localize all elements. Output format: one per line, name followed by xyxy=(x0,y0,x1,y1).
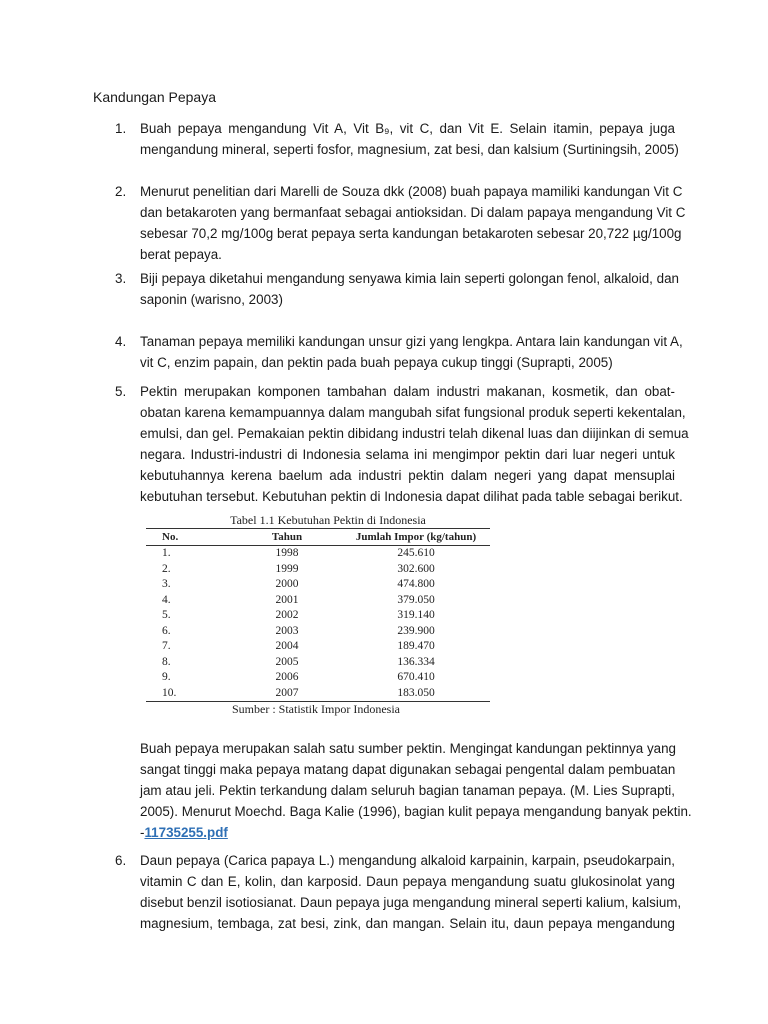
after-table-paragraph xyxy=(140,738,692,843)
cell-tahun: 2000 xyxy=(275,578,299,590)
text-line: 2005). Menurut Moechd. Baga Kalie (1996), bagian kulit pepaya mengandung banyak pektin. xyxy=(140,804,692,819)
cell-jumlah: 245.610 xyxy=(397,547,435,559)
text-line: negara. Industri-industri di Indonesia selama ini mengimpor pektin dari luar negeri untuk xyxy=(140,447,675,462)
pektin-table xyxy=(146,513,490,717)
text-line: sangat tinggi maka pepaya matang dapat digunakan sebagai pengental dalam pembuatan xyxy=(140,762,676,777)
text-line: disebut benzil isotiosianat. Daun pepaya juga mengandung mineral seperti kalium, kalsium, xyxy=(140,895,682,910)
table-row xyxy=(146,562,490,578)
text-line: obatan karena kemampuannya dalam mangubah sifat fungsional produk seperti kekentalan, xyxy=(140,405,686,420)
cell-jumlah: 189.470 xyxy=(397,640,435,652)
pdf-link[interactable]: 11735255.pdf xyxy=(144,825,228,840)
col-header-no: No. xyxy=(146,529,232,546)
col-header-tahun: Tahun xyxy=(232,529,342,546)
table-row xyxy=(146,624,490,640)
text-line: Buah pepaya merupakan salah satu sumber pektin. Mengingat kandungan pektinnya yang xyxy=(140,741,676,756)
text-line: mengandung mineral, seperti fosfor, magnesium, zat besi, dan kalsium (Surtiningsih, 2005) xyxy=(140,142,679,157)
text-line: kebutuhan tersebut. Kebutuhan pektin di Indonesia dapat dilihat pada table sebagai berikut. xyxy=(140,489,683,504)
list-number: 6. xyxy=(115,853,127,868)
cell-no: 8. xyxy=(162,655,171,668)
col-header-jumlah: Jumlah Impor (kg/tahun) xyxy=(342,529,490,546)
table-row xyxy=(146,655,490,671)
cell-jumlah: 379.050 xyxy=(397,593,435,606)
cell-jumlah: 670.410 xyxy=(397,671,435,683)
cell-no: 9. xyxy=(162,671,171,683)
cell-jumlah: 136.334 xyxy=(397,655,435,668)
table-source: Sumber : Statistik Impor Indonesia xyxy=(232,702,400,716)
cell-tahun: 2003 xyxy=(275,624,299,637)
text-line: jam atau jeli. Pektin terkandung dalam seluruh bagian tanaman pepaya. (M. Lies Suprapti, xyxy=(140,783,675,798)
cell-jumlah: 302.600 xyxy=(397,562,435,575)
table-row xyxy=(146,577,490,593)
cell-jumlah: 474.800 xyxy=(397,578,435,590)
text-line: Daun pepaya (Carica papaya L.) mengandung alkaloid karpainin, karpain, pseudokarpain, xyxy=(140,853,675,868)
table-row xyxy=(146,546,490,562)
table-row xyxy=(146,593,490,609)
link-prefix: - xyxy=(140,825,145,840)
text-line: Tanaman pepaya memiliki kandungan unsur gizi yang lengkpa. Antara lain kandungan vit A, xyxy=(140,334,683,349)
text-line: dan betakaroten yang bermanfaat sebagai antioksidan. Di dalam papaya mengandung Vit C xyxy=(140,205,686,220)
text-line: berat pepaya. xyxy=(140,247,222,262)
cell-no: 5. xyxy=(162,609,171,621)
list-number: 5. xyxy=(115,384,127,399)
list-number: 3. xyxy=(115,271,127,286)
cell-tahun: 2001 xyxy=(275,593,299,606)
table-row xyxy=(146,686,490,702)
cell-no: 7. xyxy=(162,640,171,652)
cell-tahun: 2006 xyxy=(275,671,299,683)
text-line: sebesar 70,2 mg/100g berat pepaya serta kandungan betakaroten sebesar 20,722 µg/100g xyxy=(140,226,682,241)
cell-no: 4. xyxy=(162,593,171,606)
text-line: Biji pepaya diketahui mengandung senyawa kimia lain seperti golongan fenol, alkaloid, dan xyxy=(140,271,679,286)
text-line: saponin (warisno, 2003) xyxy=(140,292,283,307)
list-number: 1. xyxy=(115,121,127,136)
list-number: 2. xyxy=(115,184,127,199)
text-line: Menurut penelitian dari Marelli de Souza dkk (2008) buah papaya mamiliki kandungan Vit C xyxy=(140,184,683,199)
text-line: vitamin C dan E, kolin, dan karposid. Daun pepaya mengandung suatu glukosinolat yang xyxy=(140,874,675,889)
cell-no: 3. xyxy=(162,578,171,590)
text-line: kebutuhannya kerena baelum ada industri pektin dalam negeri yang dapat mensuplai xyxy=(140,468,675,483)
table-row xyxy=(146,670,490,686)
table-row xyxy=(146,608,490,624)
cell-jumlah: 319.140 xyxy=(397,609,435,621)
cell-tahun: 2005 xyxy=(275,655,299,668)
text-line: vit C, enzim papain, dan pektin pada buah pepaya cukup tinggi (Suprapti, 2005) xyxy=(140,355,613,370)
cell-tahun: 2004 xyxy=(275,640,299,652)
text-line: Pektin merupakan komponen tambahan dalam industri makanan, kosmetik, dan obat- xyxy=(140,384,675,399)
document-title: Kandungan Pepaya xyxy=(93,89,216,105)
text-line: Buah pepaya mengandung Vit A, Vit B₉, vit C, dan Vit E. Selain itamin, pepaya juga xyxy=(140,121,675,136)
cell-tahun: 1998 xyxy=(275,547,299,559)
cell-no: 6. xyxy=(162,624,171,637)
text-line: magnesium, tembaga, zat besi, zink, dan mangan. Selain itu, daun pepaya mengandung xyxy=(140,916,675,931)
cell-jumlah: 183.050 xyxy=(397,686,435,699)
table-caption: Tabel 1.1 Kebutuhan Pektin di Indonesia xyxy=(230,513,426,527)
cell-tahun: 1999 xyxy=(275,562,299,575)
cell-tahun: 2002 xyxy=(275,609,299,621)
cell-no: 1. xyxy=(162,547,171,559)
cell-no: 2. xyxy=(162,562,171,575)
list-number: 4. xyxy=(115,334,127,349)
cell-jumlah: 239.900 xyxy=(397,624,435,637)
cell-tahun: 2007 xyxy=(275,686,299,699)
text-line: emulsi, dan gel. Pemakaian pektin dibidang industri telah dikenal luas dan diijinkan di semua xyxy=(140,426,689,441)
cell-no: 10. xyxy=(162,686,177,699)
table-row xyxy=(146,639,490,655)
